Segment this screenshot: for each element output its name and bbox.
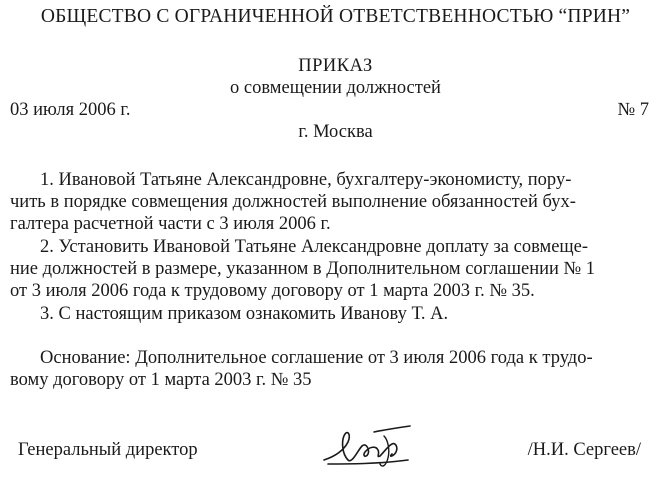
body-line-7: 3. С настоящим приказом ознакомить Иванову Т. А. [40, 304, 449, 324]
handwritten-signature [318, 420, 414, 470]
signer-name: /Н.И. Сергеев/ [527, 440, 641, 460]
basis-line-1: Основание: Дополнительное соглашение от 3 июля 2006 года к трудо- [40, 348, 593, 368]
body-line-2: чить в порядке совмещения должностей выполнение обязанностей бух- [10, 192, 576, 212]
document-city: г. Москва [298, 122, 373, 142]
body-line-4: 2. Установить Ивановой Татьяне Александровне доплату за совмеще- [40, 237, 589, 257]
document-title: ПРИКАЗ [298, 56, 373, 76]
body-line-5: ние должностей в размере, указанном в Дополнительном соглашении № 1 [10, 259, 596, 279]
body-line-1: 1. Ивановой Татьяне Александровне, бухгалтеру-экономисту, пору- [40, 170, 572, 190]
body-line-6: от 3 июля 2006 года к трудовому договору от 1 марта 2003 г. № 35. [10, 281, 535, 301]
body-line-3: галтера расчетной части с 3 июля 2006 г. [10, 214, 331, 234]
document-date: 03 июля 2006 г. [10, 100, 131, 120]
signer-position: Генеральный директор [18, 440, 198, 460]
document-subtitle: о совмещении должностей [230, 78, 441, 98]
basis-line-2: вому договору от 1 марта 2003 г. № 35 [10, 370, 312, 390]
document-number: № 7 [617, 100, 649, 120]
organization-name: ОБЩЕСТВО С ОГРАНИЧЕННОЙ ОТВЕТСТВЕННОСТЬЮ “ПРИН” [40, 6, 631, 27]
